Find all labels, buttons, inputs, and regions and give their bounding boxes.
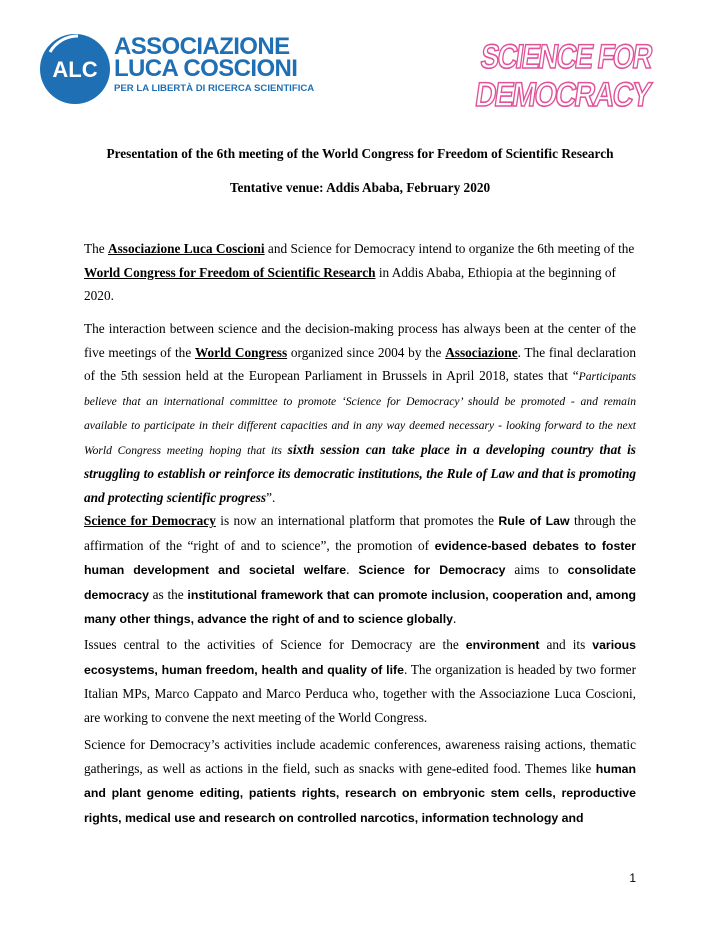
link-science-for-democracy[interactable]: Science for Democracy (84, 513, 216, 528)
text-run: aims to (505, 562, 568, 577)
paragraph-activities (84, 733, 636, 830)
bold-evidence-based-debates: evidence-based debates to foster human development and societal welfare (84, 538, 636, 577)
paragraph-platform (84, 509, 636, 632)
bold-ecosystems: various ecosystems, human freedom, health and quality of life (84, 638, 636, 677)
paragraph-intro (84, 237, 636, 308)
sfd-logo-line1: SCIENCE FOR (478, 38, 694, 76)
bold-themes: human and plant genome editing, patients rights, research on embryonic stem cells, reproductive rights, medical use and research on controlled narcotics, information technology and (84, 761, 636, 825)
alc-logo-tagline: PER LA LIBERTÀ DI RICERCA SCIENTIFICA (114, 83, 315, 94)
link-world-congress[interactable]: World Congress for Freedom of Scientific Research (84, 264, 376, 280)
bold-environment: environment (465, 638, 540, 652)
alc-logo-mark: ALC (52, 57, 98, 82)
link-associazione-luca-coscioni[interactable]: Associazione Luca Coscioni (108, 241, 265, 256)
text-run: . (346, 562, 359, 577)
text-run: ”. (266, 489, 276, 505)
alc-logo-icon (38, 32, 112, 106)
text-run: in Addis Ababa, Ethiopia at the beginning of 2020. (84, 264, 616, 303)
text-run: through the affirmation of the “right of and to science”, the promotion of (84, 513, 636, 553)
page-number: 1 (629, 871, 636, 885)
paragraph-issues (84, 633, 636, 729)
document-title: Presentation of the 6th meeting of the World Congress for Freedom of Scientific Research (106, 146, 614, 161)
text-run: and its (539, 637, 593, 652)
paragraph-history (84, 317, 636, 509)
text-run: The (84, 241, 108, 256)
alc-logo-line2: LUCA COSCIONI (114, 55, 298, 82)
link-associazione[interactable]: Associazione (445, 344, 518, 360)
alc-logo (38, 32, 315, 112)
text-run: . The final declaration of the 5th session held at the European Parliament in Brussels in April 2018, states that “ (84, 344, 636, 383)
link-world-congress-short[interactable]: World Congress (194, 344, 288, 360)
text-run: and Science for Democracy intend to organize the 6th meeting of the (264, 241, 635, 256)
text-run: . The organization is headed by two former Italian MPs, Marco Cappato and Marco Perduca who, together with the Associazione Luca Coscioni, are working to convene the next meeting of the World Congress. (84, 661, 636, 725)
sfd-logo-line2: DEMOCRACY (473, 76, 684, 114)
text-run: Science for Democracy’s activities include academic conferences, awareness raising actions, thematic gatherings, as well as actions in the field, such as snacks with gene-edited food. Themes like (84, 737, 636, 776)
text-run: . (452, 611, 457, 626)
text-run: is now an international platform that promotes the (215, 513, 499, 528)
alc-logo-line1: ASSOCIAZIONE (114, 33, 290, 60)
text-run: as the (148, 586, 188, 602)
science-for-democracy-logo (470, 36, 694, 114)
bold-science-for-democracy: Science for Democracy (358, 563, 506, 577)
text-run: The interaction between science and the decision-making process has always been at the center of the five meetings of the (84, 321, 636, 360)
document-subtitle: Tentative venue: Addis Ababa, February 2020 (229, 180, 491, 195)
quote-italic: Participants believe that an international committee to promote ‘Science for Democracy’ should be promoted - and remain available to participate in their different capacities and in any way deemed necessary - looking forward to the next World Congress meeting hoping that its (84, 370, 636, 457)
text-run: Issues central to the activities of Science for Democracy are the (84, 637, 466, 652)
bold-consolidate-democracy: consolidate democracy (84, 563, 636, 602)
quote-bold-italic: sixth session can take place in a developing country that is struggling to establish or reinforce its democratic institutions, the Rule of Law and that is promoting and protecting scientific progress (84, 441, 636, 505)
text-run: organized since 2004 by the (287, 344, 446, 360)
bold-rule-of-law: Rule of Law (498, 514, 570, 528)
bold-institutional-framework: institutional framework that can promote inclusion, cooperation and, among many other things, advance the right of and to science globally (84, 587, 636, 626)
